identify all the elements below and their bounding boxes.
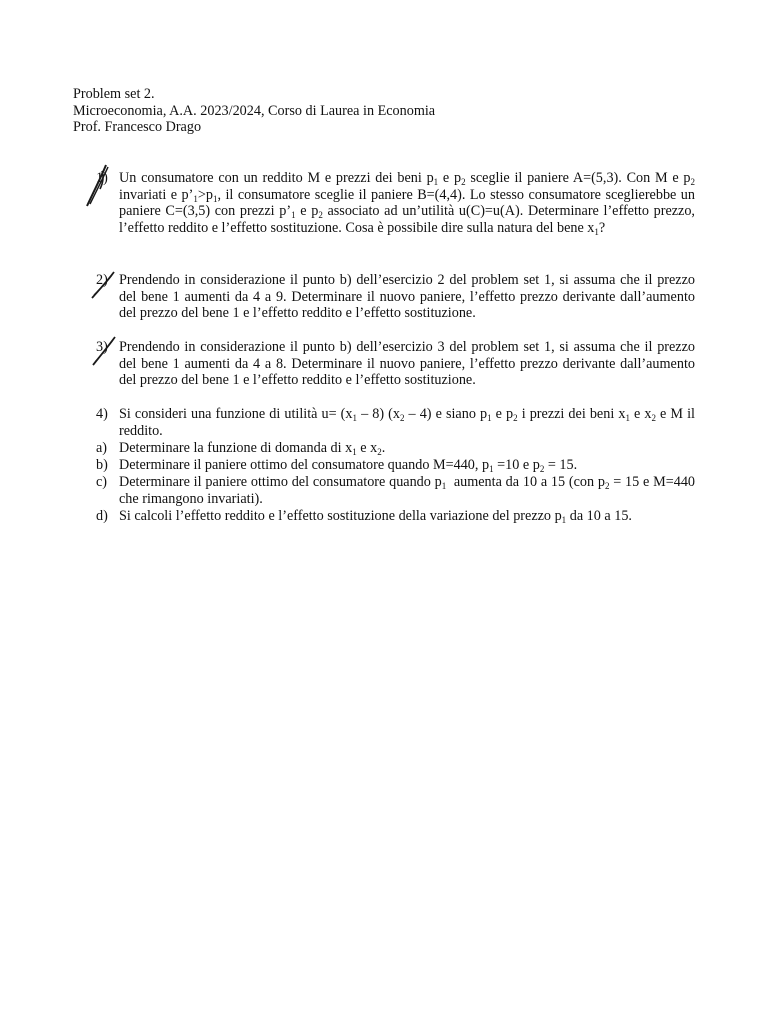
exercise-4-part-a <box>96 440 695 457</box>
exercise-number: 3) <box>96 339 108 355</box>
part-label: d) <box>96 508 108 524</box>
document-header <box>73 86 435 136</box>
problem-set-title: Problem set 2. <box>73 86 155 102</box>
exercise-text: Prendendo in considerazione il punto b) dell’esercizio 2 del problem set 1, si assuma che il prezzo del bene 1 aumenti da 4 a 9. Determinare il nuovo paniere, l’effetto prezzo derivante dall’aumento del prezzo del bene 1 e l’effetto reddito e l’effetto sostituzione. <box>119 272 695 322</box>
exercise-text: Prendendo in considerazione il punto b) dell’esercizio 3 del problem set 1, si assuma che il prezzo del bene 1 aumenti da 4 a 8. Determinare il nuovo paniere, l’effetto prezzo derivante dall’aumento del prezzo del bene 1 e l’effetto reddito e l’effetto sostituzione. <box>119 339 695 389</box>
part-text: Determinare il paniere ottimo del consumatore quando $p_1$ aumenta da 10 a 15 (con $p_2 = 15$ e M=440 che rimangono invariati). <box>119 474 696 507</box>
exercise-number: 4) <box>96 406 108 422</box>
part-text: Determinare il paniere ottimo del consumatore quando M=440, $p_1 =10$ e $p_2 = 15$. <box>119 457 578 474</box>
exercise-number: 1) <box>96 170 108 186</box>
exercise-number: 2) <box>96 272 108 288</box>
exercise-4-part-c <box>96 474 695 507</box>
part-text: Determinare la funzione di domanda di $x_1$ e $x_2$. <box>119 440 386 457</box>
exercise-3 <box>96 339 695 389</box>
professor-line: Prof. Francesco Drago <box>73 119 202 136</box>
part-label: b) <box>96 457 108 473</box>
part-label: a) <box>96 440 108 456</box>
exercise-2 <box>96 272 695 322</box>
course-line: Microeconomia, A.A. 2023/2024, Corso di Laurea in Economia <box>73 102 436 119</box>
exercise-4-part-b <box>96 457 695 474</box>
part-text: Si calcoli l’effetto reddito e l’effetto sostituzione della variazione del prezzo $p_1$ da 10 a 15. <box>119 508 632 525</box>
part-label: c) <box>96 474 108 490</box>
exercise-4-part-d <box>96 508 695 525</box>
exercise-text: Si consideri una funzione di utilità $u= (x_1 - 8)$ $(x_2 - 4)$ e siano $p_1$ e $p_2$ i prezzi dei beni $x_1$ e $x_2$ e M il reddito. <box>119 406 695 439</box>
exercise-1 <box>96 170 695 236</box>
exercise-text: Un consumatore con un reddito M e prezzi dei beni $p_1$ e $p_2$ sceglie il paniere A=(5,3). Con M e $p_2$ invariati e $p’_1>p_1$, il consumatore sceglie il paniere B=(4,4). Lo stesso consumatore sceglierebbe un paniere C=(3,5) con prezzi $p’_1$ e $p_2$ associato ad un’utilità u(C)=u(A). Determinare l’effetto prezzo, l’effetto reddito e l’effetto sostituzione. Cosa è possibile dire sulla natura del bene $x_1$? <box>119 170 695 237</box>
exercise-4 <box>96 406 695 439</box>
